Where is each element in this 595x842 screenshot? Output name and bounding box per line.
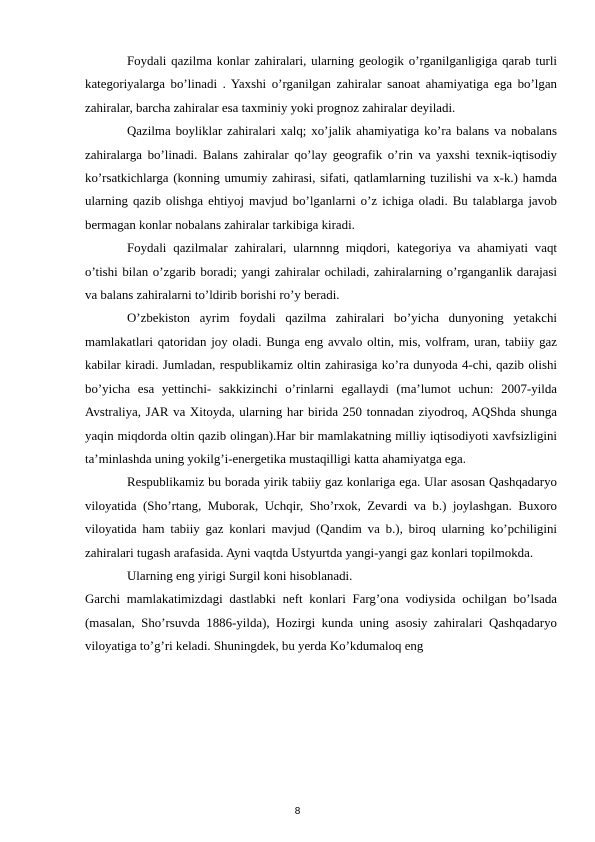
page-number: 8 xyxy=(294,806,301,817)
document-page xyxy=(85,50,557,659)
paragraph-reserve-changes: Foydali qazilmalar zahiralari, ularnnng miqdori, kategoriya va ahamiyati vaqt o’tishi bilan o’zgarib boradi; yangi zahiralar ochiladi, zahiralarning o’rganganlik darajasi va balans zahiralarni to’ldirib borishi ro’y beradi. xyxy=(85,241,557,303)
paragraph-oil-fields: Garchi mamlakatimizdagi dastlabki neft konlari Farg’ona vodiysida ochilgan bo’lsada (masalan, Sho’rsuvda 1886-yilda), Hozirgi kunda uning asosiy zahiralari Qashqadaryo viloyatiga to’g’ri keladi. Shuningdek, bu yerda Ko’kdumaloq eng xyxy=(85,592,557,654)
paragraph-balance-reserves: Qazilma boyliklar zahiralari xalq; xo’jalik ahamiyatiga ko’ra balans va nobalans zahiralarga bo’linadi. Balans zahiralar qo’lay geografik o’rin va yaxshi texnik-iqtisodiy ko’rsatkichlarga (konning umumiy zahirasi, sifati, qatlamlarning tuzilishi va x-k.) hamda ularning qazib olishga ehtiyoj mavjud bo’lganlarni o’z ichiga oladi. Bu talablarga javob bermagan konlar nobalans zahiralar tarkibiga kiradi. xyxy=(85,124,557,232)
paragraph-surgil-field: Ularning eng yirigi Surgil koni hisoblanadi. xyxy=(127,568,353,583)
paragraph-reserve-categories: Foydali qazilma konlar zahiralari, ularning geologik o’rganilganligiga qarab turli kategoriyalarga bo’linadi . Yaxshi o’rganilgan zahiralar sanoat ahamiyatiga ega bo’lgan zahiralar, barcha zahiralar esa taxminiy yoki prognoz zahiralar deyiladi. xyxy=(85,54,557,115)
paragraph-uzbekistan-minerals: O’zbekiston ayrim foydali qazilma zahiralari bo’yicha dunyoning yetakchi mamlakatlari qatoridan joy oladi. Bunga eng avvalo oltin, mis, volfram, uran, tabiiy gaz kabilar kiradi. Jumladan, respublikamiz oltin zahirasiga ko’ra dunyoda 4-chi, qazib olishi bo’yicha esa yettinchi- sakkizinchi o’rinlarni egallaydi (ma’lumot uchun: 2007-yilda Avstraliya, JAR va Xitoyda, ularning har birida 250 tonnadan ziyodroq, AQShda shunga yaqin miqdorda oltin qazib olingan).Har bir mamlakatning milliy iqtisodiyoti xavfsizligini ta’minlashda uning yokilg’i-energetika mustaqilligi katta ahamiyatga ega. xyxy=(85,311,557,466)
paragraph-gas-fields: Respublikamiz bu borada yirik tabiiy gaz konlariga ega. Ular asosan Qashqadaryo viloyatida (Sho’rtang, Muborak, Uchqir, Sho’rxok, Zevardi va b.) joylashgan. Buxoro viloyatida ham tabiiy gaz konlari mavjud (Qandim va b.), biroq ularning ko’pchiligini zahiralari tugash arafasida. Ayni vaqtda Ustyurtda yangi-yangi gaz konlari topilmokda. xyxy=(85,475,557,560)
